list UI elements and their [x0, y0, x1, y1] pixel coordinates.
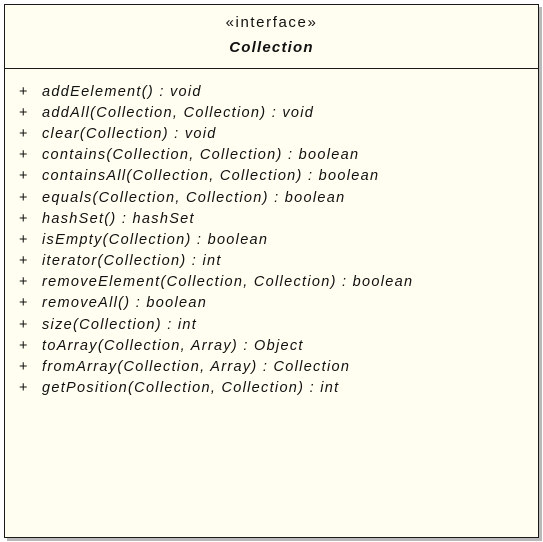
- uml-class-box[interactable]: [4, 4, 539, 538]
- operation-remove-element[interactable]: [5, 272, 538, 293]
- visibility-marker: +: [19, 83, 29, 100]
- visibility-marker: +: [19, 104, 29, 121]
- operation-signature: hashSet() : hashSet: [42, 210, 195, 227]
- operation-add-all[interactable]: [5, 102, 538, 123]
- operation-clear[interactable]: [5, 123, 538, 144]
- class-header: [5, 5, 538, 69]
- operation-iterator[interactable]: [5, 251, 538, 272]
- visibility-marker: +: [19, 189, 29, 206]
- visibility-marker: +: [19, 231, 29, 248]
- operation-remove-all[interactable]: [5, 293, 538, 314]
- operation-signature: contains(Collection, Collection) : boolean: [42, 147, 360, 164]
- visibility-marker: +: [19, 337, 29, 354]
- operation-contains-all[interactable]: [5, 166, 538, 187]
- operation-signature: addEelement() : void: [42, 83, 202, 100]
- operation-from-array[interactable]: [5, 356, 538, 377]
- operation-signature: getPosition(Collection, Collection) : int: [42, 380, 340, 397]
- operation-signature: addAll(Collection, Collection) : void: [42, 104, 315, 121]
- operation-signature: toArray(Collection, Array) : Object: [42, 337, 304, 354]
- visibility-marker: +: [19, 253, 29, 270]
- operation-signature: iterator(Collection) : int: [42, 253, 222, 270]
- visibility-marker: +: [19, 359, 29, 376]
- visibility-marker: +: [19, 316, 29, 333]
- operation-size[interactable]: [5, 314, 538, 335]
- operation-signature: clear(Collection) : void: [42, 125, 217, 142]
- operation-signature: containsAll(Collection, Collection) : boolean: [42, 168, 380, 185]
- operation-hash-set[interactable]: [5, 208, 538, 229]
- operation-get-position[interactable]: [5, 378, 538, 399]
- operation-equals[interactable]: [5, 187, 538, 208]
- operation-signature: fromArray(Collection, Array) : Collection: [42, 359, 351, 376]
- visibility-marker: +: [19, 147, 29, 164]
- visibility-marker: +: [19, 295, 29, 312]
- class-name: Collection: [229, 39, 314, 56]
- operation-to-array[interactable]: [5, 335, 538, 356]
- visibility-marker: +: [19, 125, 29, 142]
- operation-signature: removeAll() : boolean: [42, 295, 208, 312]
- visibility-marker: +: [19, 168, 29, 185]
- visibility-marker: +: [19, 274, 29, 291]
- operations-compartment: [5, 69, 538, 399]
- operation-signature: removeElement(Collection, Collection) : boolean: [42, 274, 414, 291]
- operation-signature: equals(Collection, Collection) : boolean: [42, 189, 346, 206]
- operation-signature: isEmpty(Collection) : boolean: [42, 231, 269, 248]
- operation-is-empty[interactable]: [5, 229, 538, 250]
- operation-contains[interactable]: [5, 145, 538, 166]
- visibility-marker: +: [19, 380, 29, 397]
- operation-add-eelement[interactable]: [5, 81, 538, 102]
- stereotype-label: «interface»: [225, 14, 318, 31]
- operation-signature: size(Collection) : int: [42, 316, 198, 333]
- visibility-marker: +: [19, 210, 29, 227]
